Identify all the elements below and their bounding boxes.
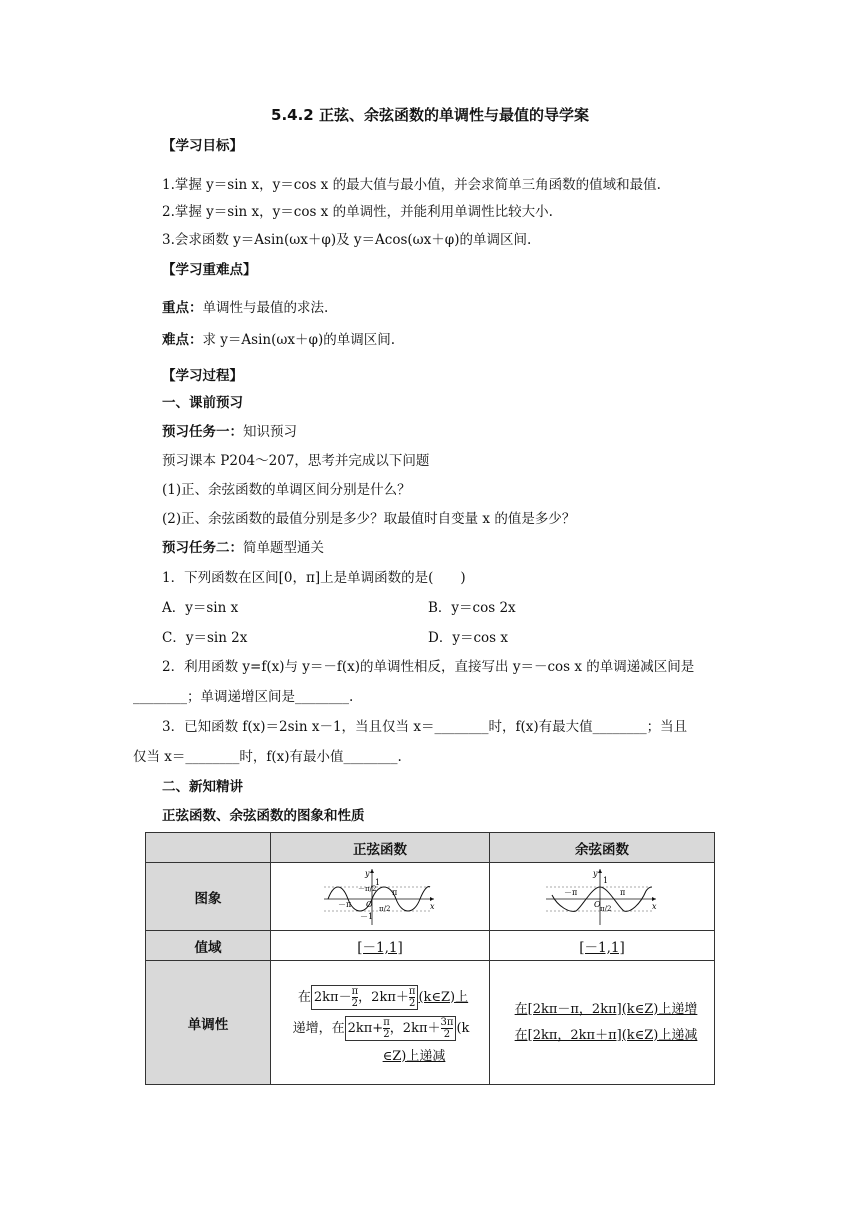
cos-mono-cell xyxy=(490,961,715,1085)
sin-inc-post: (k∈Z)上 xyxy=(418,989,469,1005)
cos-mono-inc xyxy=(490,1000,714,1020)
frac-num: 3π xyxy=(440,1016,454,1028)
question-2: (2)正、余弦函数的最值分别是多少？取最值时自变量 x 的值是多少？ xyxy=(162,511,576,527)
option-b: B．y＝cos 2x xyxy=(428,600,516,616)
cos-graph xyxy=(542,867,662,927)
cos-mono-dec xyxy=(490,1020,714,1046)
sin-neg-half-pi-label: －π/2 xyxy=(358,884,377,893)
sin-dec-interval: 2kπ+ $\frac{\pi}{2}$ ，2kπ＋ $\frac{3\pi}{2}$ xyxy=(345,1016,457,1041)
cos-range xyxy=(490,931,715,961)
cos-mono-dec-text: 在[2kπ，2kπ＋π](k∈Z)上递减 xyxy=(514,1027,698,1043)
problem-2-line1: 2．利用函数 y=f(x)与 y＝－f(x)的单调性相反，直接写出 y＝－cos x 的单调递减区间是 xyxy=(162,659,695,675)
option-a: A．y＝sin x xyxy=(162,600,239,616)
table-caption: 正弦函数、余弦函数的图象和性质 xyxy=(162,808,365,824)
cos-y-label: y xyxy=(593,868,598,878)
sin-inc-interval: 2kπ－ $\frac{\pi}{2}$ ，2kπ＋ $\frac{\pi}{2}$ xyxy=(311,985,419,1010)
sin-inc-frac-a xyxy=(352,986,359,1009)
sin-mono-line1 xyxy=(271,979,489,1010)
sin-pi-label: π xyxy=(392,887,398,897)
keypoints-heading: 【学习重难点】 xyxy=(162,262,257,278)
task1-text: 知识预习 xyxy=(243,424,297,440)
cos-neg-pi-label: －π xyxy=(564,887,578,897)
frac-num: π xyxy=(408,985,416,997)
frac-num: π xyxy=(351,985,359,997)
problem-3-line1: 3．已知函数 f(x)＝2sin x－1，当且仅当 x＝________时，f(x)有最大值________；当且 xyxy=(162,719,688,735)
section1-heading: 一、课前预习 xyxy=(162,395,243,411)
frac-num: π xyxy=(383,1016,390,1028)
sin-range-value: [－1,1] xyxy=(357,939,403,956)
cos-graph-cell xyxy=(490,863,715,931)
hard-point xyxy=(162,330,395,350)
objective-item-2: 2.掌握 y＝sin x，y＝cos x 的单调性，并能利用单调性比较大小. xyxy=(162,204,553,220)
sin-mono-line2 xyxy=(271,1010,489,1041)
task2-text: 简单题型通关 xyxy=(243,540,324,556)
frac-den: 2 xyxy=(351,997,359,1009)
sin-inc-b: 2kπ＋ xyxy=(371,989,409,1005)
process-heading: 【学习过程】 xyxy=(162,368,243,384)
task1-label: 预习任务一： xyxy=(162,424,243,440)
sin-one-label: 1 xyxy=(375,877,381,887)
properties-table xyxy=(145,832,715,1085)
objective-item-1: 1.掌握 y＝sin x，y＝cos x 的最大值与最小值，并会求简单三角函数的值域和最值. xyxy=(162,177,661,193)
sin-mono-line2-pre: 递增，在 xyxy=(292,1020,345,1036)
key-point xyxy=(162,298,328,318)
option-d: D．y＝cos x xyxy=(428,630,508,646)
sin-mono-line3-text: ∈Z)上递减 xyxy=(382,1048,446,1064)
sin-inc-a: 2kπ－ xyxy=(313,989,352,1005)
header-sin: 正弦函数 xyxy=(271,833,490,863)
sin-origin-label: O xyxy=(366,899,373,909)
row-range-label: 值域 xyxy=(146,931,271,961)
cos-one-label: 1 xyxy=(603,875,609,885)
problem-3-line2: 仅当 x＝________时，f(x)有最小值________. xyxy=(133,749,402,765)
cos-range-value: [－1,1] xyxy=(579,939,625,956)
sin-dec-frac-a xyxy=(383,1017,390,1040)
cos-pi-label: π xyxy=(620,887,626,897)
table-corner xyxy=(146,833,271,863)
objective-item-3: 3.会求函数 y＝Asin(ωx＋φ)及 y＝Acos(ωx＋φ)的单调区间. xyxy=(162,232,532,248)
sin-y-label: y xyxy=(365,868,370,878)
sin-range xyxy=(271,931,490,961)
hard-text: 求 y＝Asin(ωx＋φ)的单调区间. xyxy=(202,332,396,348)
cos-mono-inc-text: 在[2kπ－π，2kπ](k∈Z)上递增 xyxy=(514,1001,698,1017)
frac-den: 2 xyxy=(383,1028,390,1040)
task1 xyxy=(162,422,297,442)
sin-dec-a: 2kπ+ xyxy=(347,1020,384,1036)
row-graph-label: 图象 xyxy=(146,863,271,931)
sin-mono-pre: 在 xyxy=(297,989,311,1005)
sin-neg-one-label: －1 xyxy=(360,911,374,921)
row-mono-label: 单调性 xyxy=(146,961,271,1085)
header-cos: 余弦函数 xyxy=(490,833,715,863)
question-1: (1)正、余弦函数的单调区间分别是什么？ xyxy=(162,482,411,498)
task2 xyxy=(162,538,324,558)
sin-dec-frac-b xyxy=(441,1017,454,1040)
sin-mono-line3 xyxy=(271,1041,489,1067)
option-c: C．y＝sin 2x xyxy=(162,630,248,646)
frac-den: 2 xyxy=(443,1028,451,1040)
cos-x-label: x xyxy=(652,901,657,911)
task2-label: 预习任务二： xyxy=(162,540,243,556)
problem-2-line2: ________；单调递增区间是________. xyxy=(133,689,354,705)
objectives-heading: 【学习目标】 xyxy=(162,138,243,154)
sin-neg-pi-label: －π xyxy=(338,899,352,909)
sin-inc-frac-b xyxy=(409,986,416,1009)
page-title: 5.4.2 正弦、余弦函数的单调性与最值的导学案 xyxy=(271,106,589,124)
cos-origin-label: O xyxy=(594,899,601,909)
problem-1: 1．下列函数在区间[0，π]上是单调函数的是( ) xyxy=(162,570,466,586)
sin-graph xyxy=(320,867,440,927)
task1-line: 预习课本 P204～207，思考并完成以下问题 xyxy=(162,453,430,469)
sin-mono-cell xyxy=(271,961,490,1085)
sin-dec-b: 2kπ＋ xyxy=(402,1020,441,1036)
sin-x-label: x xyxy=(430,901,435,911)
key-text: 单调性与最值的求法. xyxy=(202,300,329,316)
sin-half-pi-label: π/2 xyxy=(379,904,391,913)
hard-label: 难点： xyxy=(162,332,203,348)
sin-graph-cell xyxy=(271,863,490,931)
frac-den: 2 xyxy=(408,997,416,1009)
sin-dec-post: (k xyxy=(456,1020,470,1036)
key-label: 重点： xyxy=(162,300,203,316)
cos-half-pi-label: π/2 xyxy=(600,904,612,913)
section2-heading: 二、新知精讲 xyxy=(162,779,243,795)
